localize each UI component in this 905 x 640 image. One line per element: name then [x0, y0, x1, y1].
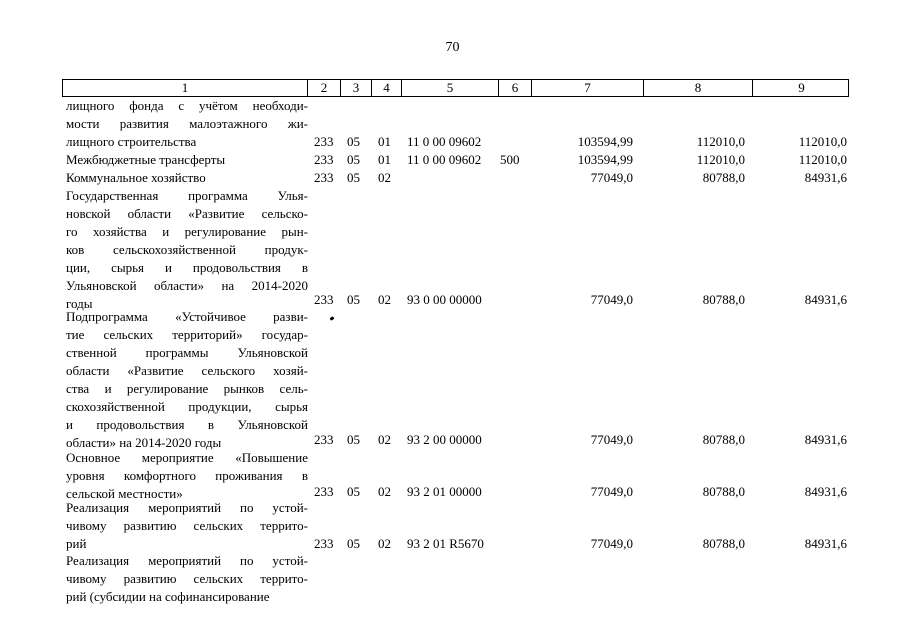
cell-col3: 05: [347, 484, 360, 499]
column-header-7: 7: [531, 80, 643, 96]
cell-col3: 05: [347, 170, 360, 185]
cell-col4: 01: [378, 134, 391, 149]
description-line: ции, сырья и продовольствия в: [66, 260, 308, 275]
description-line: скохозяйственной продукции, сырья: [66, 399, 308, 414]
cell-col7: 77049,0: [590, 536, 633, 551]
description-line: ства и регулирование рынков сель-: [66, 381, 308, 396]
cell-col8: 80788,0: [702, 170, 745, 185]
column-header-8: 8: [643, 80, 752, 96]
cell-col5: 93 2 01 R5670: [407, 536, 484, 551]
cell-col6: 500: [500, 152, 520, 167]
description-line: области» на 2014-2020 годы: [66, 435, 222, 450]
column-header-4: 4: [371, 80, 401, 96]
cell-col4: 02: [378, 536, 391, 551]
description-line: Основное мероприятие «Повышение: [66, 450, 308, 465]
description-line: лищного строительства: [66, 134, 197, 149]
cell-col4: 02: [378, 484, 391, 499]
row-description: [66, 308, 308, 452]
description-line: новской области «Развитие сельско-: [66, 206, 308, 221]
description-line: Государственная программа Улья-: [66, 188, 308, 203]
row-description: [66, 187, 308, 313]
cell-col7: 103594,99: [577, 152, 633, 167]
description-line: Подпрограмма «Устойчивое разви-: [66, 309, 308, 324]
column-header-6: 6: [498, 80, 531, 96]
description-line: ственной программы Ульяновской: [66, 345, 308, 360]
cell-col5: 11 0 00 09602: [407, 134, 482, 149]
cell-col2: 233: [314, 484, 334, 499]
cell-col3: 05: [347, 432, 360, 447]
description-line: и продовольствия в Ульяновской: [66, 417, 308, 432]
row-description: [66, 151, 308, 169]
ink-mark: [330, 316, 335, 321]
row-description: [66, 97, 308, 151]
description-line: Ульяновской области» на 2014-2020: [66, 278, 308, 293]
description-line: Реализация мероприятий по устой-: [66, 553, 308, 568]
cell-col3: 05: [347, 152, 360, 167]
cell-col2: 233: [314, 152, 334, 167]
cell-col8: 80788,0: [702, 432, 745, 447]
table-header: [62, 79, 849, 97]
cell-col4: 02: [378, 170, 391, 185]
description-line: рий: [66, 536, 87, 551]
column-header-2: 2: [307, 80, 340, 96]
cell-col4: 02: [378, 292, 391, 307]
description-line: уровня комфортного проживания в: [66, 468, 308, 483]
cell-col2: 233: [314, 292, 334, 307]
column-header-9: 9: [752, 80, 850, 96]
description-line: ков сельскохозяйственной продук-: [66, 242, 308, 257]
cell-col5: 93 2 00 00000: [407, 432, 482, 447]
cell-col7: 77049,0: [590, 432, 633, 447]
column-header-3: 3: [340, 80, 371, 96]
description-line: Межбюджетные трансферты: [66, 152, 226, 167]
cell-col3: 05: [347, 134, 360, 149]
description-line: годы: [66, 296, 93, 311]
cell-col2: 233: [314, 134, 334, 149]
cell-col5: 93 2 01 00000: [407, 484, 482, 499]
cell-col8: 80788,0: [702, 536, 745, 551]
cell-col9: 84931,6: [804, 292, 847, 307]
column-header-1: 1: [181, 80, 189, 95]
cell-col8: 80788,0: [702, 292, 745, 307]
description-line: чивому развитию сельских террито-: [66, 518, 308, 533]
cell-col8: 80788,0: [702, 484, 745, 499]
description-line: мости развития малоэтажного жи-: [66, 116, 308, 131]
cell-col4: 01: [378, 152, 391, 167]
cell-col2: 233: [314, 170, 334, 185]
cell-col5: 93 0 00 00000: [407, 292, 482, 307]
cell-col3: 05: [347, 536, 360, 551]
row-description: [66, 169, 308, 187]
description-line: Коммунальное хозяйство: [66, 170, 206, 185]
cell-col9: 112010,0: [798, 134, 847, 149]
description-line: лищного фонда с учётом необходи-: [66, 98, 308, 113]
cell-col3: 05: [347, 292, 360, 307]
cell-col9: 84931,6: [804, 432, 847, 447]
cell-col2: 233: [314, 536, 334, 551]
cell-col8: 112010,0: [696, 134, 745, 149]
cell-col9: 112010,0: [798, 152, 847, 167]
column-header-5: 5: [401, 80, 498, 96]
cell-col9: 84931,6: [804, 170, 847, 185]
row-description: [66, 449, 308, 503]
description-line: Реализация мероприятий по устой-: [66, 500, 308, 515]
cell-col9: 84931,6: [804, 536, 847, 551]
description-line: чивому развитию сельских террито-: [66, 571, 308, 586]
row-description: [66, 499, 308, 553]
cell-col7: 77049,0: [590, 170, 633, 185]
cell-col4: 02: [378, 432, 391, 447]
row-description: [66, 552, 308, 606]
cell-col2: 233: [314, 432, 334, 447]
cell-col8: 112010,0: [696, 152, 745, 167]
description-line: го хозяйства и регулирование рын-: [66, 224, 308, 239]
description-line: сельской местности»: [66, 486, 183, 501]
cell-col7: 77049,0: [590, 484, 633, 499]
description-line: тие сельских территорий» государ-: [66, 327, 308, 342]
description-line: рий (субсидии на софинансирование: [66, 589, 270, 604]
cell-col5: 11 0 00 09602: [407, 152, 482, 167]
cell-col7: 77049,0: [590, 292, 633, 307]
description-line: области «Развитие сельского хозяй-: [66, 363, 308, 378]
cell-col7: 103594,99: [577, 134, 633, 149]
page-number: 70: [445, 40, 460, 55]
cell-col9: 84931,6: [804, 484, 847, 499]
